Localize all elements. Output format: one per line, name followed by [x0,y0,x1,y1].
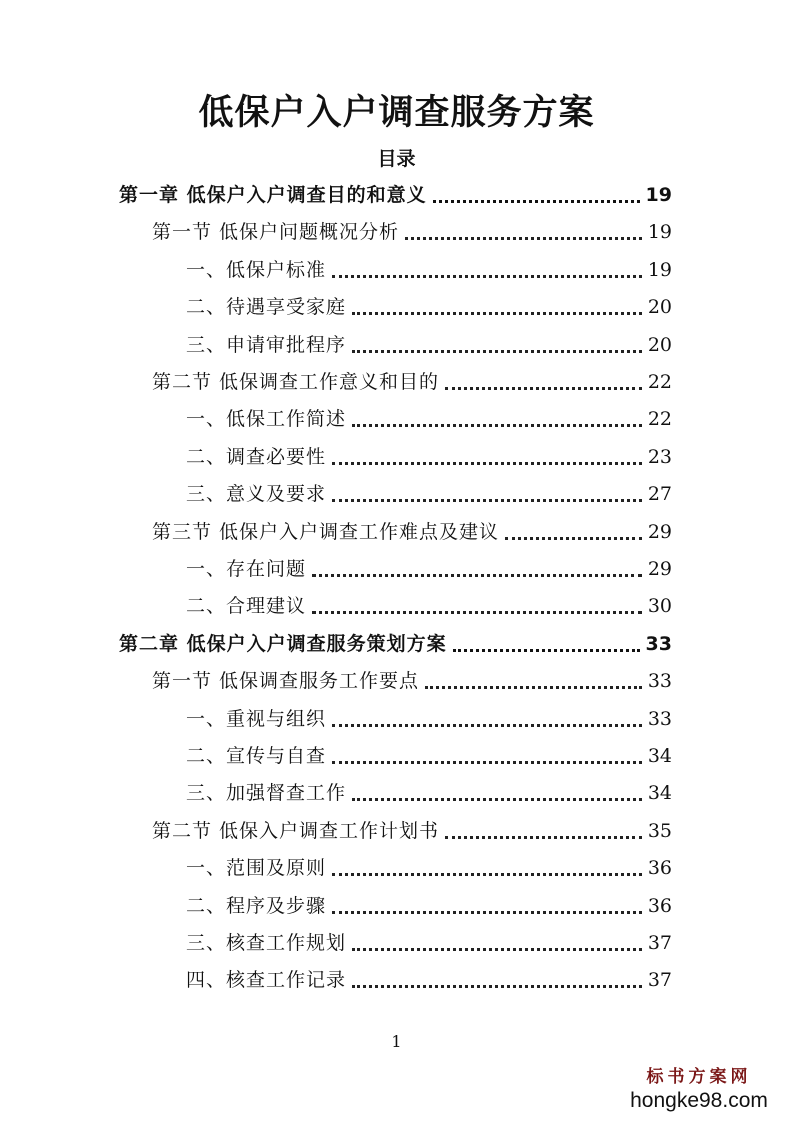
page-number: 1 [391,1032,402,1051]
toc-entry-page: 20 [647,333,672,356]
toc-entry-label: 第二节 低保入户调查工作计划书 [152,819,440,842]
toc-entry-item[interactable] [186,475,672,507]
toc-entry-label: 第二节 低保调查工作意义和目的 [152,371,440,393]
toc-leader-dots [332,454,642,465]
toc-leader-dots [332,267,642,278]
toc-entry-page: 35 [647,819,672,842]
toc-entry-label: 二、程序及步骤 [186,894,327,917]
toc-leader-dots [332,716,642,727]
toc-entry-section[interactable] [152,513,672,545]
toc-entry-chapter[interactable] [119,625,672,657]
toc-entry-label: 一、低保户标准 [186,258,327,281]
toc-entry-item[interactable] [186,288,672,320]
toc-entry-label: 一、范围及原则 [186,857,327,880]
toc-entry-item[interactable] [186,737,672,769]
toc-entry-item[interactable] [186,887,672,919]
toc-entry-page: 36 [647,894,672,917]
toc-leader-dots [352,977,642,988]
toc-entry-label: 三、意义及要求 [186,483,327,506]
toc-entry-page: 34 [647,745,672,767]
toc-entry-item[interactable] [186,700,672,732]
toc-leader-dots [332,491,642,502]
toc-leader-dots [312,566,642,577]
watermark-url: hongke98.com [630,1089,768,1112]
toc-entry-label: 第一节 低保调查服务工作要点 [152,670,420,693]
toc-entry-item[interactable] [186,774,672,806]
toc-entry-chapter[interactable] [119,176,672,208]
toc-entry-page: 20 [647,296,672,319]
toc-entry-section[interactable] [152,812,672,844]
toc-entry-section[interactable] [152,662,672,694]
toc-leader-dots [425,678,642,689]
toc-entry-page: 34 [647,782,672,805]
toc-entry-page: 33 [647,670,672,693]
toc-leader-dots [433,192,640,203]
toc-leader-dots [312,603,642,614]
toc-entry-item[interactable] [186,400,672,432]
toc-entry-page: 29 [647,558,672,580]
toc-entry-item[interactable] [186,587,672,619]
toc-leader-dots [453,641,640,652]
toc-entry-label: 三、申请审批程序 [186,333,347,356]
toc-leader-dots [405,229,642,240]
toc-entry-item[interactable] [186,326,672,358]
toc-leader-dots [332,753,642,764]
toc-entry-label: 一、低保工作简述 [186,408,347,431]
toc-leader-dots [332,865,642,876]
toc-entry-item[interactable] [186,924,672,956]
watermark-text: 标书方案网 [646,1067,752,1087]
toc-heading: 目录 [377,148,416,170]
toc-entry-page: 30 [647,595,672,618]
toc-entry-section[interactable] [152,363,672,395]
toc-entry-page: 27 [647,483,672,506]
toc-leader-dots [445,828,642,839]
toc-entry-label: 二、宣传与自查 [186,745,327,767]
toc-entry-label: 二、待遇享受家庭 [186,296,347,319]
toc-leader-dots [352,416,642,427]
toc-entry-label: 第一节 低保户问题概况分析 [152,221,400,244]
toc-entry-page: 19 [645,184,672,206]
toc-entry-section[interactable] [152,213,672,245]
toc-entry-page: 22 [647,371,672,393]
toc-entry-label: 二、合理建议 [186,595,307,618]
toc-entry-item[interactable] [186,961,672,993]
toc-entry-item[interactable] [186,251,672,283]
toc-entry-page: 19 [647,221,672,244]
toc-entry-page: 19 [647,258,672,281]
watermark [619,1066,779,1114]
page-title: 低保户入户调查服务方案 [198,93,595,133]
toc-entry-page: 22 [647,408,672,431]
toc-leader-dots [445,379,642,390]
toc-entry-item[interactable] [186,438,672,470]
toc-leader-dots [352,342,642,353]
toc-entry-label: 第三节 低保户入户调查工作难点及建议 [152,520,500,543]
toc-entry-label: 第一章 低保户入户调查目的和意义 [119,184,427,206]
toc-entry-label: 一、存在问题 [186,558,307,580]
toc-leader-dots [352,940,642,951]
toc-entry-item[interactable] [186,550,672,582]
toc-entry-item[interactable] [186,849,672,881]
toc-entry-page: 37 [647,969,672,992]
toc-leader-dots [352,790,642,801]
toc-entry-label: 二、调查必要性 [186,445,327,468]
toc-leader-dots [332,903,642,914]
toc-entry-label: 第二章 低保户入户调查服务策划方案 [119,632,447,655]
toc-leader-dots [505,529,642,540]
toc-entry-label: 三、核查工作规划 [186,932,347,954]
toc-entry-page: 33 [645,632,672,655]
toc-entry-page: 23 [647,445,672,468]
toc-entry-label: 三、加强督查工作 [186,782,347,805]
toc-entry-page: 29 [647,520,672,543]
toc-leader-dots [352,304,642,315]
toc-entry-label: 一、重视与组织 [186,707,327,730]
toc-entry-page: 36 [647,857,672,880]
toc-entry-page: 33 [647,707,672,730]
toc-entry-label: 四、核查工作记录 [186,969,347,992]
toc-entry-page: 37 [647,932,672,954]
